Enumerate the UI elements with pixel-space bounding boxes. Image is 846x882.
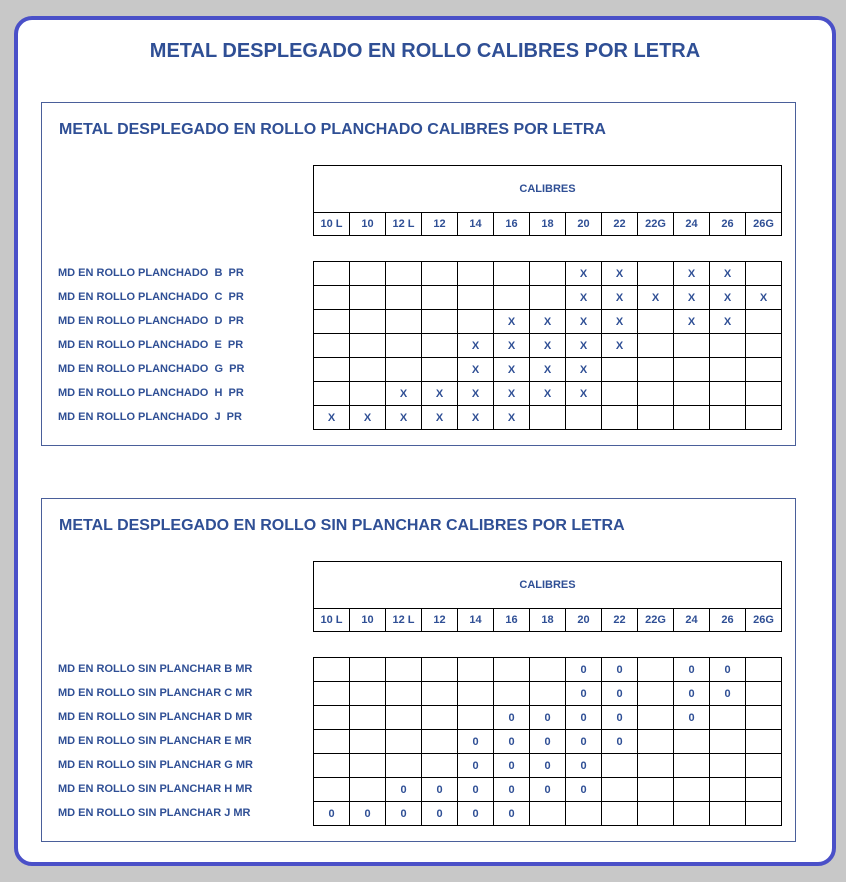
grid-cell: [350, 754, 386, 778]
grid-cell: [386, 358, 422, 382]
grid-cell: [602, 382, 638, 406]
grid-cell: X: [602, 310, 638, 334]
grid-cell: [350, 310, 386, 334]
grid-cell: [350, 262, 386, 286]
grid-cell: 0: [602, 706, 638, 730]
gauge-header: 26: [710, 213, 746, 236]
grid-cell: [602, 802, 638, 826]
grid-cell: [494, 658, 530, 682]
grid-cell: X: [638, 286, 674, 310]
grid-cell: [638, 778, 674, 802]
grid-cell: [350, 382, 386, 406]
grid-cell: X: [458, 406, 494, 430]
grid-cell: X: [314, 406, 350, 430]
grid-cell: [638, 382, 674, 406]
grid-cell: [710, 802, 746, 826]
grid-cell: [638, 706, 674, 730]
grid-cell: X: [494, 334, 530, 358]
calibres-header-label: CALIBRES: [314, 562, 782, 609]
row-label: MD EN ROLLO PLANCHADO C PR: [58, 291, 244, 303]
grid-cell: [314, 730, 350, 754]
grid-cell: [638, 682, 674, 706]
calibres-header: [313, 561, 782, 632]
grid-cell: X: [674, 262, 710, 286]
grid-cell: [386, 682, 422, 706]
row-label: MD EN ROLLO SIN PLANCHAR B MR: [58, 663, 253, 675]
grid-cell: 0: [422, 802, 458, 826]
grid-cell: 0: [566, 682, 602, 706]
grid-cell: [674, 754, 710, 778]
grid-cell: 0: [386, 802, 422, 826]
grid-cell: X: [350, 406, 386, 430]
grid-cell: [350, 778, 386, 802]
grid-cell: [350, 682, 386, 706]
grid-cell: X: [602, 334, 638, 358]
grid-cell: [530, 682, 566, 706]
grid-cell: [386, 754, 422, 778]
grid-cell: [386, 730, 422, 754]
grid-cell: 0: [494, 706, 530, 730]
row-label: MD EN ROLLO SIN PLANCHAR D MR: [58, 711, 253, 723]
grid-cell: [638, 310, 674, 334]
grid-cell: X: [422, 406, 458, 430]
grid-cell: X: [602, 262, 638, 286]
grid-cell: [638, 406, 674, 430]
grid-cell: X: [746, 286, 782, 310]
grid-cell: [566, 802, 602, 826]
grid-cell: [746, 382, 782, 406]
grid-cell: 0: [566, 778, 602, 802]
gauge-header: 16: [494, 609, 530, 632]
grid-cell: X: [530, 310, 566, 334]
grid-cell: X: [602, 286, 638, 310]
grid-cell: [674, 778, 710, 802]
grid-cell: [746, 334, 782, 358]
section-title: METAL DESPLEGADO EN ROLLO SIN PLANCHAR CALIBRES POR LETRA: [59, 517, 625, 534]
grid-cell: [386, 334, 422, 358]
grid-cell: X: [674, 286, 710, 310]
grid-cell: [458, 262, 494, 286]
grid-cell: [638, 802, 674, 826]
grid-cell: [386, 286, 422, 310]
grid-cell: 0: [602, 658, 638, 682]
calibres-header-label: CALIBRES: [314, 166, 782, 213]
table-row: [314, 754, 782, 778]
grid-cell: [746, 706, 782, 730]
row-label: MD EN ROLLO SIN PLANCHAR C MR: [58, 687, 253, 699]
grid-cell: [386, 658, 422, 682]
grid-cell: [422, 682, 458, 706]
grid-cell: 0: [386, 778, 422, 802]
grid-cell: [746, 658, 782, 682]
grid-cell: 0: [494, 778, 530, 802]
grid-cell: X: [710, 310, 746, 334]
gauge-header: 24: [674, 609, 710, 632]
grid-cell: [458, 310, 494, 334]
grid-cell: [530, 658, 566, 682]
table-row: [314, 658, 782, 682]
table-row: [314, 358, 782, 382]
gauge-header: 24: [674, 213, 710, 236]
grid-cell: [674, 358, 710, 382]
grid-cell: X: [530, 358, 566, 382]
row-label: MD EN ROLLO PLANCHADO G PR: [58, 363, 245, 375]
grid-cell: X: [458, 358, 494, 382]
grid-cell: 0: [530, 730, 566, 754]
grid-cell: [350, 706, 386, 730]
grid-cell: [746, 802, 782, 826]
gauge-header: 14: [458, 609, 494, 632]
row-label: MD EN ROLLO SIN PLANCHAR H MR: [58, 783, 253, 795]
grid-cell: 0: [674, 706, 710, 730]
grid-cell: X: [710, 262, 746, 286]
grid-cell: [314, 310, 350, 334]
grid-cell: [314, 358, 350, 382]
grid-cell: [710, 778, 746, 802]
grid-cell: [386, 706, 422, 730]
gauge-header: 18: [530, 213, 566, 236]
table-row: [314, 406, 782, 430]
table-row: [314, 706, 782, 730]
grid-cell: [350, 658, 386, 682]
gauge-header: 22: [602, 213, 638, 236]
row-label: MD EN ROLLO SIN PLANCHAR E MR: [58, 735, 252, 747]
grid-cell: 0: [530, 778, 566, 802]
grid-cell: [746, 406, 782, 430]
grid-cell: 0: [458, 730, 494, 754]
grid-cell: 0: [602, 730, 638, 754]
grid-cell: [458, 706, 494, 730]
gauge-header: 20: [566, 213, 602, 236]
gauge-header: 20: [566, 609, 602, 632]
grid-cell: [638, 658, 674, 682]
grid-cell: X: [674, 310, 710, 334]
grid-cell: [314, 286, 350, 310]
section-title: METAL DESPLEGADO EN ROLLO PLANCHADO CALIBRES POR LETRA: [59, 121, 606, 138]
table-row: [314, 802, 782, 826]
grid-cell: [710, 406, 746, 430]
grid-cell: 0: [422, 778, 458, 802]
gauge-header: 12: [422, 609, 458, 632]
grid-cell: 0: [674, 658, 710, 682]
grid-cell: 0: [458, 802, 494, 826]
grid-cell: [422, 262, 458, 286]
grid-cell: [314, 658, 350, 682]
grid-cell: [350, 334, 386, 358]
grid-cell: 0: [530, 754, 566, 778]
grid-cell: [458, 658, 494, 682]
grid-cell: [746, 262, 782, 286]
grid-cell: [494, 286, 530, 310]
grid-cell: [350, 286, 386, 310]
grid-cell: 0: [674, 682, 710, 706]
grid-cell: [602, 754, 638, 778]
gauge-header: 10 L: [314, 213, 350, 236]
grid-cell: 0: [566, 706, 602, 730]
grid-cell: [422, 706, 458, 730]
table-row: [314, 262, 782, 286]
grid-cell: X: [566, 358, 602, 382]
grid-cell: X: [458, 382, 494, 406]
document-card: [14, 16, 836, 866]
availability-grid: [313, 261, 782, 430]
grid-cell: [674, 730, 710, 754]
grid-cell: [638, 358, 674, 382]
grid-cell: X: [494, 310, 530, 334]
table-row: [314, 334, 782, 358]
grid-cell: [710, 730, 746, 754]
table-row: [314, 310, 782, 334]
row-label: MD EN ROLLO SIN PLANCHAR G MR: [58, 759, 253, 771]
gauge-header: 10: [350, 213, 386, 236]
grid-cell: 0: [566, 658, 602, 682]
grid-cell: X: [566, 334, 602, 358]
grid-cell: [602, 406, 638, 430]
grid-cell: X: [530, 382, 566, 406]
grid-cell: 0: [530, 706, 566, 730]
grid-cell: [314, 778, 350, 802]
grid-cell: 0: [314, 802, 350, 826]
row-label: MD EN ROLLO SIN PLANCHAR J MR: [58, 807, 251, 819]
table-row: [314, 382, 782, 406]
grid-cell: 0: [494, 802, 530, 826]
grid-cell: [566, 406, 602, 430]
grid-cell: X: [494, 406, 530, 430]
grid-cell: [746, 310, 782, 334]
grid-cell: 0: [602, 682, 638, 706]
grid-cell: X: [422, 382, 458, 406]
row-labels: [58, 657, 253, 825]
grid-cell: [746, 682, 782, 706]
grid-cell: X: [386, 406, 422, 430]
grid-cell: [638, 754, 674, 778]
grid-cell: [422, 730, 458, 754]
gauge-header: 22G: [638, 213, 674, 236]
grid-cell: 0: [710, 682, 746, 706]
grid-cell: [710, 358, 746, 382]
gauge-header: 26G: [746, 213, 782, 236]
grid-cell: [386, 262, 422, 286]
grid-cell: 0: [458, 778, 494, 802]
table-row: [314, 730, 782, 754]
gauge-header: 10: [350, 609, 386, 632]
grid-cell: [638, 730, 674, 754]
grid-cell: [710, 706, 746, 730]
grid-cell: [746, 754, 782, 778]
grid-cell: [638, 334, 674, 358]
grid-cell: [710, 334, 746, 358]
grid-cell: [422, 358, 458, 382]
grid-cell: [674, 406, 710, 430]
grid-cell: 0: [566, 730, 602, 754]
grid-cell: X: [494, 358, 530, 382]
grid-cell: [350, 358, 386, 382]
page-title: METAL DESPLEGADO EN ROLLO CALIBRES POR LETRA: [149, 40, 701, 62]
grid-cell: [422, 310, 458, 334]
grid-cell: X: [530, 334, 566, 358]
grid-cell: [530, 802, 566, 826]
grid-cell: [710, 754, 746, 778]
row-label: MD EN ROLLO PLANCHADO B PR: [58, 267, 244, 279]
grid-cell: [674, 382, 710, 406]
grid-cell: [674, 334, 710, 358]
grid-cell: X: [566, 262, 602, 286]
grid-cell: [386, 310, 422, 334]
table-row: [314, 682, 782, 706]
grid-cell: [422, 286, 458, 310]
gauge-header: 26G: [746, 609, 782, 632]
grid-cell: X: [566, 382, 602, 406]
row-label: MD EN ROLLO PLANCHADO J PR: [58, 411, 242, 423]
grid-cell: [602, 358, 638, 382]
grid-cell: [314, 334, 350, 358]
gauge-header: 12: [422, 213, 458, 236]
grid-cell: 0: [494, 754, 530, 778]
grid-cell: [602, 778, 638, 802]
gauge-header: 22: [602, 609, 638, 632]
availability-grid: [313, 657, 782, 826]
row-label: MD EN ROLLO PLANCHADO E PR: [58, 339, 244, 351]
table-row: [314, 286, 782, 310]
grid-cell: [314, 754, 350, 778]
grid-cell: [710, 382, 746, 406]
grid-cell: 0: [458, 754, 494, 778]
grid-cell: X: [386, 382, 422, 406]
gauge-header: 26: [710, 609, 746, 632]
grid-cell: [314, 382, 350, 406]
section-sin-planchar: [41, 498, 796, 842]
grid-cell: [350, 730, 386, 754]
grid-cell: X: [494, 382, 530, 406]
grid-cell: [422, 334, 458, 358]
calibres-header: [313, 165, 782, 236]
gauge-header: 12 L: [386, 609, 422, 632]
grid-cell: [458, 682, 494, 706]
grid-cell: 0: [494, 730, 530, 754]
grid-cell: [530, 406, 566, 430]
grid-cell: [674, 802, 710, 826]
grid-cell: [314, 706, 350, 730]
grid-cell: [422, 658, 458, 682]
grid-cell: 0: [350, 802, 386, 826]
grid-cell: [746, 358, 782, 382]
grid-cell: X: [566, 286, 602, 310]
grid-cell: X: [710, 286, 746, 310]
gauge-header: 18: [530, 609, 566, 632]
table-row: [314, 778, 782, 802]
grid-cell: 0: [566, 754, 602, 778]
gauge-header: 16: [494, 213, 530, 236]
section-planchado: [41, 102, 796, 446]
gauge-header: 22G: [638, 609, 674, 632]
gauge-header: 10 L: [314, 609, 350, 632]
grid-cell: X: [458, 334, 494, 358]
grid-cell: [494, 682, 530, 706]
grid-cell: [746, 730, 782, 754]
grid-cell: 0: [710, 658, 746, 682]
row-label: MD EN ROLLO PLANCHADO H PR: [58, 387, 244, 399]
grid-cell: [314, 682, 350, 706]
grid-cell: [530, 286, 566, 310]
grid-cell: [638, 262, 674, 286]
row-labels: [58, 261, 244, 429]
gauge-header: 12 L: [386, 213, 422, 236]
gauge-header: 14: [458, 213, 494, 236]
grid-cell: X: [566, 310, 602, 334]
grid-cell: [494, 262, 530, 286]
grid-cell: [458, 286, 494, 310]
grid-cell: [530, 262, 566, 286]
row-label: MD EN ROLLO PLANCHADO D PR: [58, 315, 244, 327]
grid-cell: [314, 262, 350, 286]
grid-cell: [422, 754, 458, 778]
grid-cell: [746, 778, 782, 802]
